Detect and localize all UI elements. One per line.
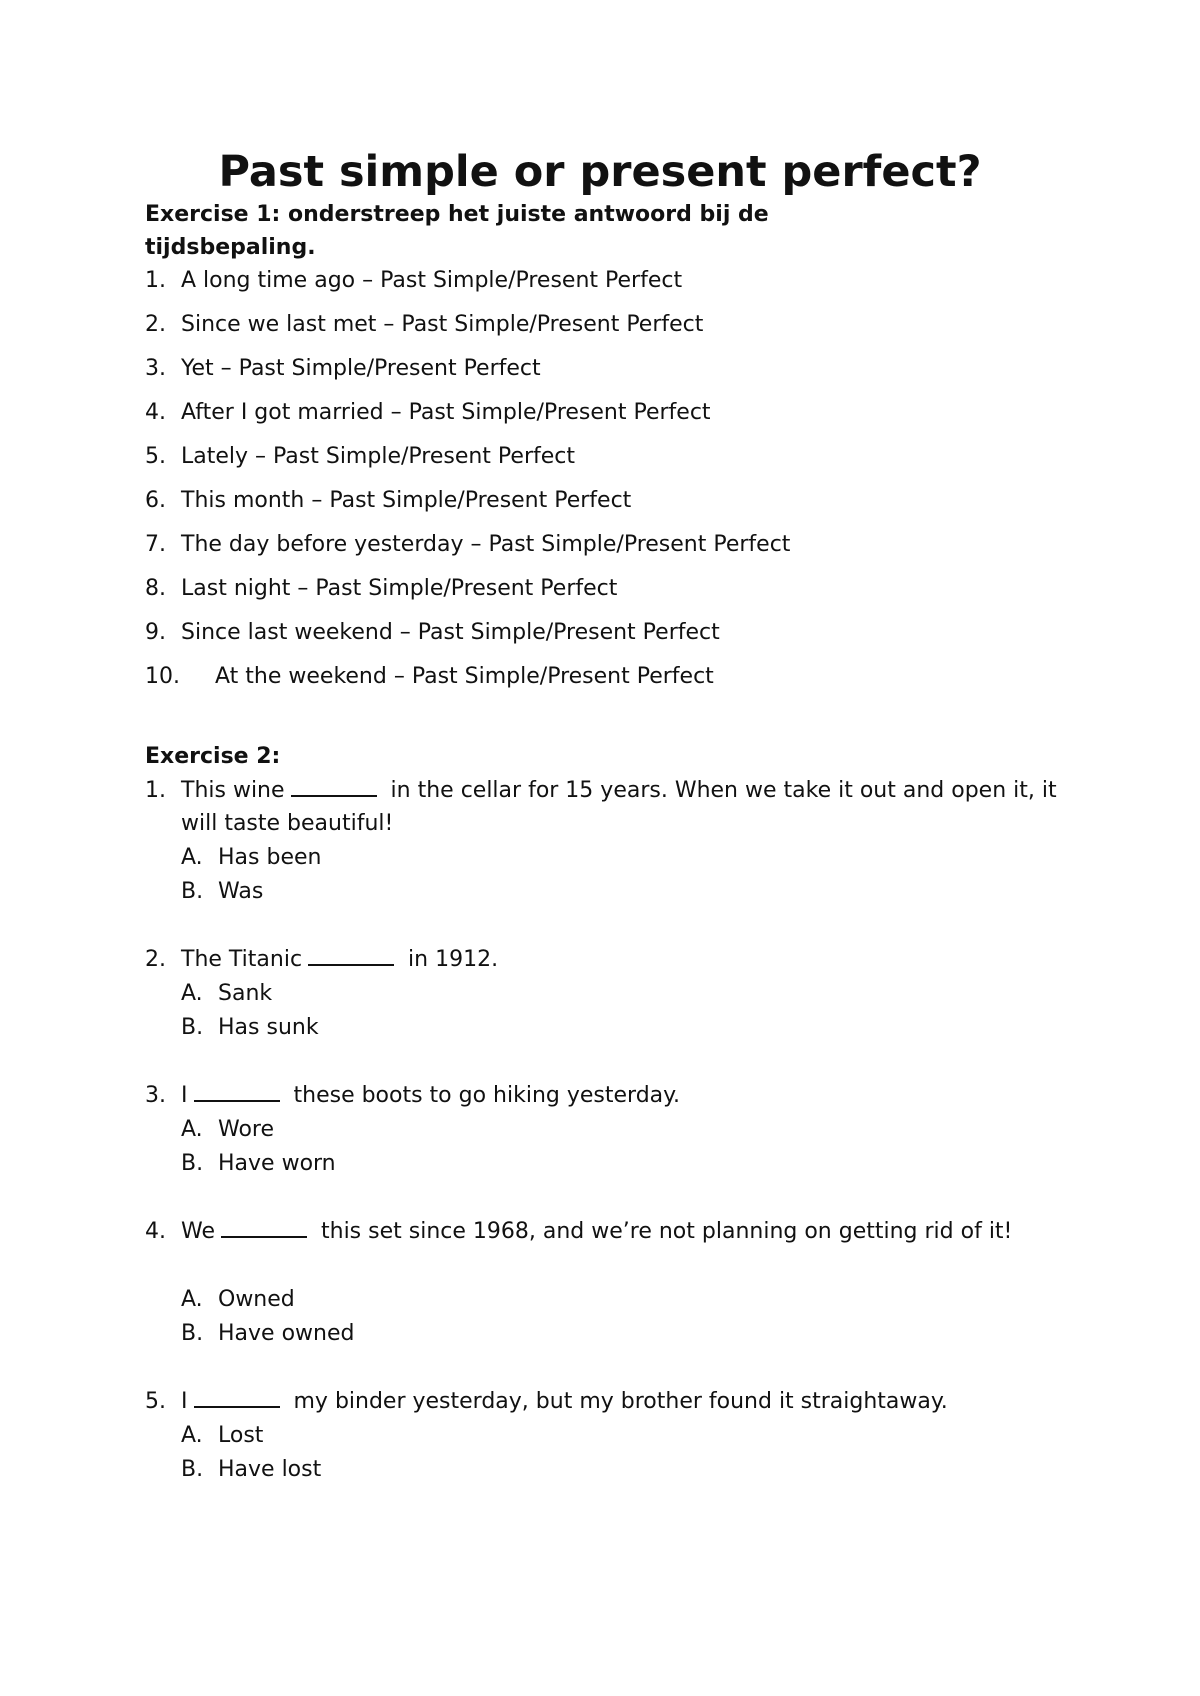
option-text: Wore (218, 1117, 275, 1142)
option-letter: A. (181, 1117, 203, 1142)
answer-option (181, 1011, 319, 1044)
option-text: Lost (218, 1423, 264, 1448)
question-text-after: in the cellar for 15 years. When we take it out and open it, it will taste beautiful! (181, 778, 1057, 836)
option-text: Have lost (218, 1457, 322, 1482)
option-letter: B. (181, 1151, 204, 1176)
item-text: A long time ago – Past Simple/Present Perfect (181, 268, 683, 293)
answer-blank (194, 1080, 280, 1102)
item-text: At the weekend – Past Simple/Present Perfect (215, 664, 714, 689)
item-text: Last night – Past Simple/Present Perfect (181, 576, 618, 601)
exercise-1-item (145, 528, 1075, 561)
question-text (181, 1385, 1071, 1418)
option-letter: A. (181, 1423, 203, 1448)
item-number: 3. (145, 356, 166, 381)
answer-blank (308, 944, 394, 966)
option-text: Have worn (218, 1151, 336, 1176)
page-title: Past simple or present perfect? (218, 147, 982, 197)
answer-option (181, 977, 272, 1010)
option-letter: A. (181, 845, 203, 870)
item-number: 1. (145, 268, 166, 293)
option-text: Has been (218, 845, 322, 870)
question-number: 4. (145, 1219, 166, 1244)
question-number: 1. (145, 778, 166, 803)
question-text-before: We (181, 1219, 215, 1244)
exercise-2-question (145, 1215, 1075, 1248)
item-number: 7. (145, 532, 166, 557)
item-text: After I got married – Past Simple/Present Perfect (181, 400, 711, 425)
question-text-after: this set since 1968, and we’re not planning on getting rid of it! (321, 1219, 1013, 1244)
exercise-1-heading: Exercise 1: onderstreep het juiste antwoord bij de tijdsbepaling. (145, 202, 769, 260)
option-letter: B. (181, 1457, 204, 1482)
question-text (181, 1215, 1071, 1248)
question-number: 5. (145, 1389, 166, 1414)
exercise-1-item (145, 352, 1075, 385)
item-number: 10. (145, 664, 180, 689)
exercise-2-question (145, 774, 1075, 840)
item-number: 8. (145, 576, 166, 601)
option-letter: B. (181, 1015, 204, 1040)
answer-blank (194, 1386, 280, 1408)
answer-option (181, 1147, 336, 1180)
item-number: 9. (145, 620, 166, 645)
question-text-after: these boots to go hiking yesterday. (293, 1083, 681, 1108)
item-text: Since we last met – Past Simple/Present Perfect (181, 312, 704, 337)
answer-option (181, 841, 321, 874)
option-letter: A. (181, 981, 203, 1006)
item-text: Lately – Past Simple/Present Perfect (181, 444, 575, 469)
question-text-before: The Titanic (181, 947, 303, 972)
item-text: Since last weekend – Past Simple/Present Perfect (181, 620, 720, 645)
question-text (181, 943, 1071, 976)
question-text-after: in 1912. (408, 947, 499, 972)
exercise-2-heading: Exercise 2: (145, 744, 281, 769)
option-text: Has sunk (218, 1015, 319, 1040)
answer-option (181, 875, 263, 908)
answer-blank (221, 1216, 307, 1238)
item-number: 4. (145, 400, 166, 425)
option-text: Sank (218, 981, 273, 1006)
option-text: Was (218, 879, 264, 904)
question-text-after: my binder yesterday, but my brother found it straightaway. (293, 1389, 948, 1414)
answer-option (181, 1283, 295, 1316)
item-number: 5. (145, 444, 166, 469)
answer-blank (291, 775, 377, 797)
option-letter: A. (181, 1287, 203, 1312)
exercise-2-question (145, 943, 1075, 976)
answer-option (181, 1113, 274, 1146)
exercise-2-question (145, 1385, 1075, 1418)
question-text-before: I (181, 1389, 188, 1414)
question-number: 3. (145, 1083, 166, 1108)
item-number: 2. (145, 312, 166, 337)
question-text-before: This wine (181, 778, 285, 803)
exercise-2-question (145, 1079, 1075, 1112)
item-text: Yet – Past Simple/Present Perfect (181, 356, 541, 381)
question-number: 2. (145, 947, 166, 972)
option-letter: B. (181, 879, 204, 904)
item-number: 6. (145, 488, 166, 513)
item-text: This month – Past Simple/Present Perfect (181, 488, 632, 513)
exercise-1-item (145, 484, 1075, 517)
option-letter: B. (181, 1321, 204, 1346)
answer-option (181, 1453, 321, 1486)
exercise-1-item (145, 308, 1075, 341)
question-text-before: I (181, 1083, 188, 1108)
question-text (181, 1079, 1071, 1112)
exercise-1-item (145, 660, 1075, 693)
question-text (181, 774, 1071, 840)
item-text: The day before yesterday – Past Simple/Present Perfect (181, 532, 791, 557)
exercise-1-item (145, 396, 1075, 429)
exercise-1-item (145, 440, 1075, 473)
option-text: Have owned (218, 1321, 355, 1346)
exercise-1-item (145, 264, 1075, 297)
answer-option (181, 1419, 263, 1452)
exercise-1-item (145, 572, 1075, 605)
answer-option (181, 1317, 354, 1350)
exercise-1-item (145, 616, 1075, 649)
option-text: Owned (218, 1287, 295, 1312)
